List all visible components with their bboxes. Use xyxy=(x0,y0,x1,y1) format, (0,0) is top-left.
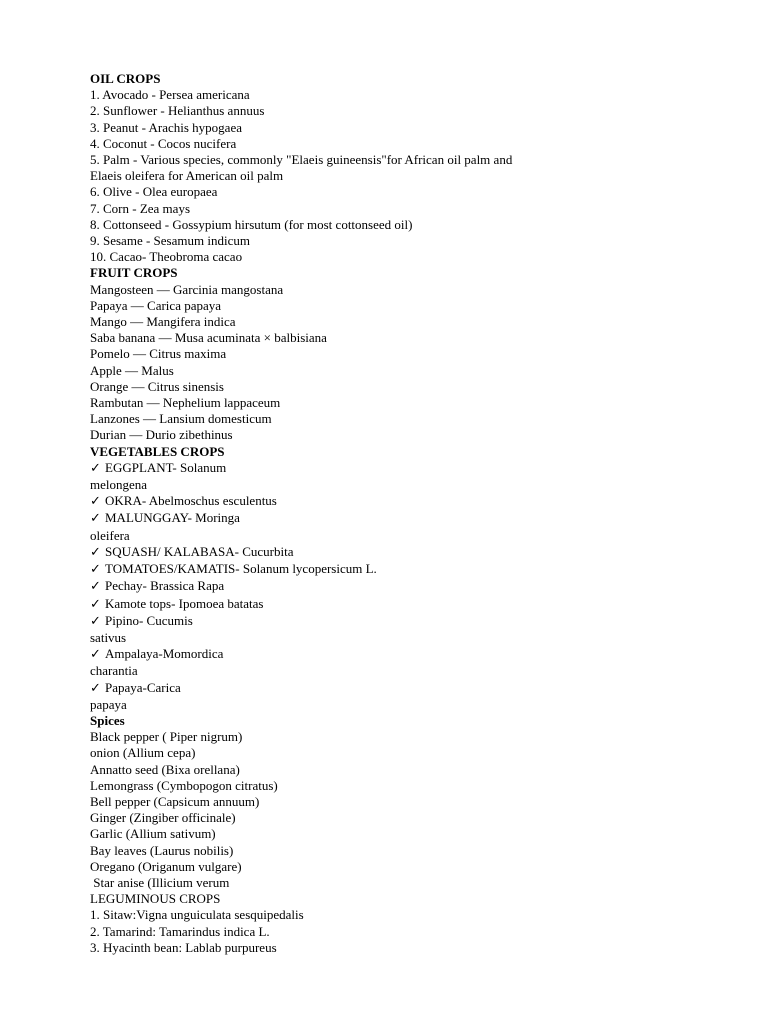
oil-crop-item: 9. Sesame - Sesamum indicum xyxy=(90,233,250,249)
oil-crop-item: Elaeis oleifera for American oil palm xyxy=(90,168,284,184)
spice-item: Bell pepper (Capsicum annuum) xyxy=(90,793,260,809)
document-body xyxy=(90,71,610,956)
section-heading-oil-crops: OIL CROPS xyxy=(90,71,161,86)
spice-item: Black pepper ( Piper nigrum) xyxy=(90,729,243,745)
vegetable-item-continuation: sativus xyxy=(90,629,127,645)
vegetable-item-continuation: melongena xyxy=(90,477,148,493)
vegetable-item xyxy=(90,510,610,527)
fruit-crop-item: Papaya — Carica papaya xyxy=(90,297,222,313)
oil-crop-item: 5. Palm - Various species, commonly "Elaeis guineensis"for African oil palm and xyxy=(90,152,513,168)
section-heading-spices: Spices xyxy=(90,712,125,728)
vegetable-item-text: Ampalaya-Momordica xyxy=(105,646,224,662)
check-mark-icon: ✓ xyxy=(90,494,101,510)
check-mark-icon: ✓ xyxy=(90,613,101,629)
vegetable-item xyxy=(90,613,610,630)
spice-item: Annatto seed (Bixa orellana) xyxy=(90,761,240,777)
spice-item: Bay leaves (Laurus nobilis) xyxy=(90,842,234,858)
vegetable-item-text: Pechay- Brassica Rapa xyxy=(105,578,225,594)
spice-item: Ginger (Zingiber officinale) xyxy=(90,810,236,826)
spice-item: Oregano (Origanum vulgare) xyxy=(90,858,242,874)
vegetable-item-text: TOMATOES/KAMATIS- Solanum lycopersicum L. xyxy=(105,561,377,577)
section-heading-fruit-crops: FRUIT CROPS xyxy=(90,265,178,281)
check-mark-icon: ✓ xyxy=(90,647,101,663)
vegetable-item xyxy=(90,646,610,663)
vegetable-item-text: Kamote tops- Ipomoea batatas xyxy=(105,595,264,611)
oil-crop-item: 6. Olive - Olea europaea xyxy=(90,184,218,200)
check-mark-icon: ✓ xyxy=(90,596,101,612)
section-heading-leguminous-crops: LEGUMINOUS CROPS xyxy=(90,891,221,907)
check-mark-icon: ✓ xyxy=(90,460,101,476)
fruit-crop-item: Orange — Citrus sinensis xyxy=(90,378,224,394)
vegetable-item-text: Pipino- Cucumis xyxy=(105,612,193,628)
leguminous-crop-item: 2. Tamarind: Tamarindus indica L. xyxy=(90,923,270,939)
fruit-crop-item: Mango — Mangifera indica xyxy=(90,314,236,330)
oil-crop-item: 1. Avocado - Persea americana xyxy=(90,87,250,103)
vegetable-item-text: MALUNGGAY- Moringa xyxy=(105,510,240,526)
section-heading-vegetables-crops: VEGETABLES CROPS xyxy=(90,443,225,459)
vegetable-item xyxy=(90,561,610,578)
oil-crop-item: 4. Coconut - Cocos nucifera xyxy=(90,135,237,151)
spice-item: Lemongrass (Cymbopogon citratus) xyxy=(90,777,278,793)
check-mark-icon: ✓ xyxy=(90,579,101,595)
fruit-crop-item: Apple — Malus xyxy=(90,362,174,378)
vegetable-item-text: OKRA- Abelmoschus esculentus xyxy=(105,493,277,509)
vegetable-item-continuation: oleifera xyxy=(90,527,130,543)
fruit-crop-item: Pomelo — Citrus maxima xyxy=(90,346,227,362)
fruit-crop-item: Durian — Durio zibethinus xyxy=(90,427,233,443)
leguminous-crop-item: 1. Sitaw:Vigna unguiculata sesquipedalis xyxy=(90,907,304,923)
oil-crop-item: 8. Cottonseed - Gossypium hirsutum (for most cottonseed oil) xyxy=(90,216,413,232)
vegetable-item-text: Papaya-Carica xyxy=(105,679,181,695)
oil-crop-item: 2. Sunflower - Helianthus annuus xyxy=(90,103,265,119)
vegetable-item-continuation: charantia xyxy=(90,663,138,679)
check-mark-icon: ✓ xyxy=(90,680,101,696)
vegetable-item xyxy=(90,680,610,697)
vegetable-item-continuation: papaya xyxy=(90,696,127,712)
fruit-crop-item: Saba banana — Musa acuminata × balbisiana xyxy=(90,330,327,346)
check-mark-icon: ✓ xyxy=(90,544,101,560)
check-mark-icon: ✓ xyxy=(90,511,101,527)
oil-crop-item: 3. Peanut - Arachis hypogaea xyxy=(90,119,242,135)
vegetable-item xyxy=(90,596,610,613)
vegetable-item xyxy=(90,460,610,477)
check-mark-icon: ✓ xyxy=(90,562,101,578)
fruit-crop-item: Lanzones — Lansium domesticum xyxy=(90,411,272,427)
oil-crop-item: 10. Cacao- Theobroma cacao xyxy=(90,249,243,265)
oil-crop-item: 7. Corn - Zea mays xyxy=(90,200,191,216)
vegetable-item xyxy=(90,544,610,561)
vegetable-item-text: EGGPLANT- Solanum xyxy=(105,459,227,475)
vegetable-item-text: SQUASH/ KALABASA- Cucurbita xyxy=(105,543,294,559)
vegetable-item xyxy=(90,578,610,595)
spice-item: Garlic (Allium sativum) xyxy=(90,826,216,842)
spice-item: onion (Allium cepa) xyxy=(90,745,196,761)
leguminous-crop-item: 3. Hyacinth bean: Lablab purpureus xyxy=(90,939,277,955)
fruit-crop-item: Rambutan — Nephelium lappaceum xyxy=(90,395,281,411)
fruit-crop-item: Mangosteen — Garcinia mangostana xyxy=(90,281,284,297)
vegetable-item xyxy=(90,493,610,510)
spice-item: Star anise (Illicium verum xyxy=(90,874,230,890)
